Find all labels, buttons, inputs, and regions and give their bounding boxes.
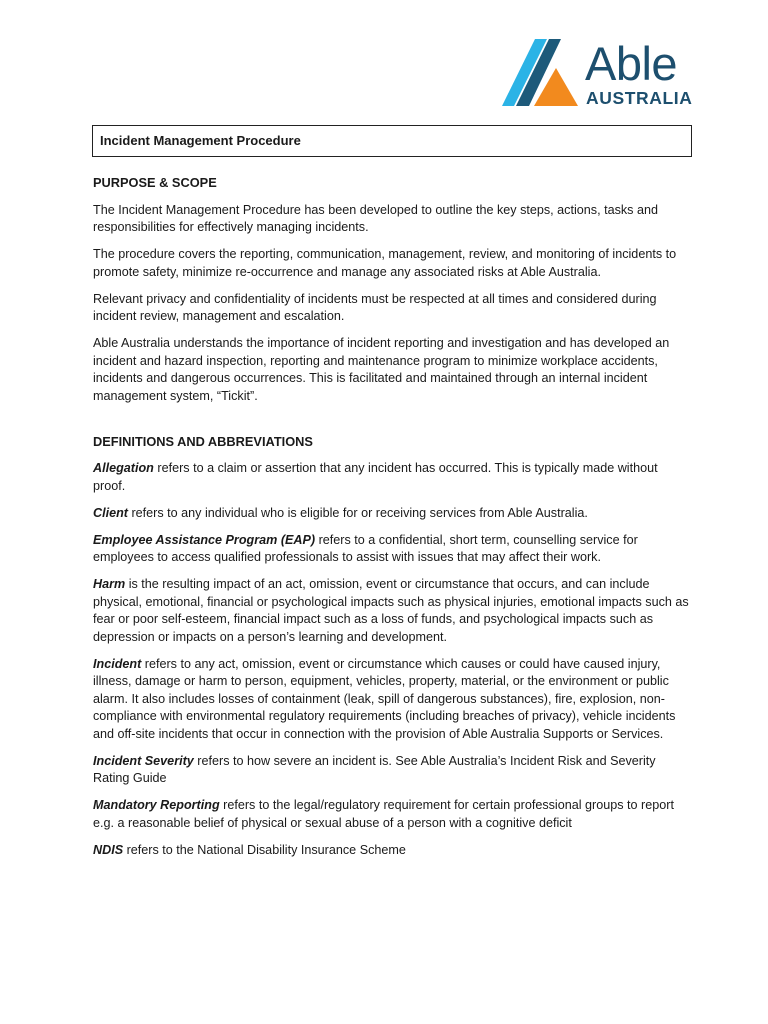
definition-term: Employee Assistance Program (EAP) — [93, 532, 316, 547]
document-title-box — [92, 125, 692, 157]
definition-item — [93, 842, 693, 860]
definition-text: refers to any individual who is eligible for or receiving services from Able Australia. — [127, 505, 588, 520]
definition-text: refers to a claim or assertion that any incident has occurred. This is typically made without proof. — [93, 461, 658, 493]
definition-item — [93, 505, 693, 523]
definition-item — [93, 576, 693, 646]
definition-text: refers to the legal/regulatory requirement for certain professional groups to report e.g. a reasonable belief of physical or sexual abuse of a person with a cognitive deficit — [93, 798, 674, 830]
logo-brand: Able — [585, 37, 678, 90]
definition-item — [93, 797, 693, 832]
definition-term: Client — [93, 505, 128, 520]
definition-term: Mandatory Reporting — [93, 798, 220, 812]
purpose-paragraph: Able Australia understands the importance of incident reporting and investigation and has developed an incident and hazard inspection, reporting and maintenance program to minimize workplace accidents, incidents and dangerous occurrences. This is facilitated and maintained through an internal incident management system, “Tickit”. — [93, 336, 670, 403]
definition-text: refers to the National Disability Insurance Scheme — [123, 842, 406, 857]
definition-item — [93, 753, 693, 788]
purpose-paragraph: Relevant privacy and confidentiality of incidents must be respected at all times and considered during incident review, management and escalation. — [93, 291, 657, 323]
purpose-paragraph: The Incident Management Procedure has been developed to outline the key steps, actions, tasks and responsibilities for effectively managing incidents. — [93, 202, 658, 234]
definition-item — [93, 460, 693, 495]
logo-sub: AUSTRALIA — [586, 88, 693, 108]
definition-text: refers to a confidential, short term, counselling service for employees to access qualified professionals to assist with issues that may affect their work. — [93, 532, 638, 564]
purpose-heading: PURPOSE & SCOPE — [93, 175, 217, 190]
definition-text: refers to how severe an incident is. See Able Australia’s Incident Risk and Severity Rating Guide — [93, 753, 656, 785]
purpose-paragraph: The procedure covers the reporting, communication, management, review, and monitoring of incidents to promote safety, minimize re-occurrence and manage any associated risks at Able Australia. — [93, 247, 677, 279]
definition-text: is the resulting impact of an act, omission, event or circumstance that occurs, and can include physical, emotional, financial or psychological impacts such as physical injuries, emotional impacts such as fear or poor self-esteem, financial impact such as a loss of funds, and psychological impacts such as depression or impacts on a person’s learning and development. — [93, 577, 689, 644]
definition-text: refers to any act, omission, event or circumstance which causes or could have caused injury, illness, damage or harm to person, equipment, vehicles, property, material, or the environment or public alarm. It also includes losses of containment (leak, spill of dangerous substances), fire, explosion, non-compliance with environmental regulatory requirements (including breaches of privacy), vehicle incidents and off-site incidents that occur in connection with the provision of Able Australia Supports or Services. — [93, 656, 676, 741]
able-australia-logo — [502, 36, 692, 108]
document-title: Incident Management Procedure — [100, 133, 301, 148]
definitions-heading: DEFINITIONS AND ABBREVIATIONS — [93, 433, 313, 449]
document-body — [93, 174, 693, 869]
definition-term: NDIS — [93, 842, 124, 857]
logo-triangles-icon — [502, 36, 582, 108]
definition-item — [93, 532, 693, 567]
definition-term: Harm — [93, 577, 126, 591]
definition-term: Incident — [93, 656, 142, 671]
definition-term: Incident Severity — [93, 753, 194, 768]
definition-term: Allegation — [93, 461, 154, 475]
definition-item — [93, 656, 693, 744]
